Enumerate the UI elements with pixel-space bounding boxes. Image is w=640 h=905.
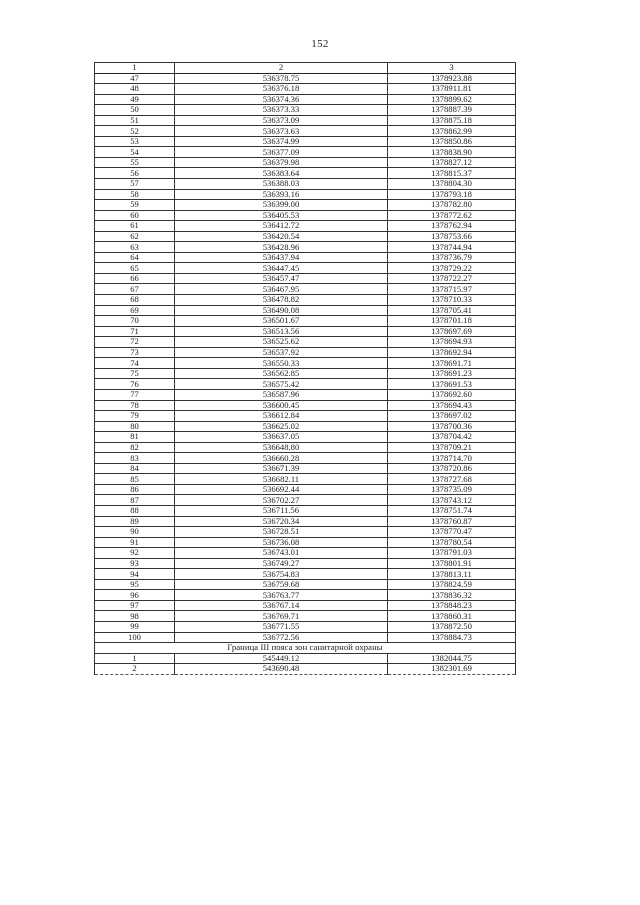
cell-y-coordinate: 1378700.36 <box>388 421 516 432</box>
cell-y-coordinate: 1378872.50 <box>388 621 516 632</box>
cell-x-coordinate: 536405.53 <box>175 210 388 221</box>
cell-point-number: 76 <box>95 379 175 390</box>
cell-point-number: 94 <box>95 569 175 580</box>
cell-point-number: 50 <box>95 105 175 116</box>
table-row <box>95 389 516 400</box>
cell-point-number: 77 <box>95 389 175 400</box>
cell-x-coordinate: 536373.09 <box>175 115 388 126</box>
table-row <box>95 516 516 527</box>
table-row <box>95 295 516 306</box>
section-title: Граница III пояса зон санитарной охраны <box>95 643 516 654</box>
cell-y-coordinate: 1378772.62 <box>388 210 516 221</box>
cell-y-coordinate: 1378899.62 <box>388 94 516 105</box>
cell-x-coordinate: 536550.33 <box>175 358 388 369</box>
cell-y-coordinate: 1378887.39 <box>388 105 516 116</box>
table-row <box>95 115 516 126</box>
cell-x-coordinate: 536720.34 <box>175 516 388 527</box>
cell-x-coordinate: 536660.28 <box>175 453 388 464</box>
table-row <box>95 474 516 485</box>
cell-y-coordinate: 1382044.75 <box>388 653 516 664</box>
table-row <box>95 653 516 664</box>
cell-y-coordinate: 1378813.11 <box>388 569 516 580</box>
table-row <box>95 484 516 495</box>
cell-point-number: 47 <box>95 73 175 84</box>
table-row <box>95 189 516 200</box>
cell-point-number: 83 <box>95 453 175 464</box>
cell-x-coordinate: 536373.63 <box>175 126 388 137</box>
table-row <box>95 252 516 263</box>
cell-point-number: 84 <box>95 463 175 474</box>
table-row <box>95 495 516 506</box>
cell-x-coordinate: 536374.36 <box>175 94 388 105</box>
table-row <box>95 94 516 105</box>
cell-y-coordinate: 1378704.42 <box>388 432 516 443</box>
cell-y-coordinate: 1378735.09 <box>388 484 516 495</box>
cell-x-coordinate: 536767.14 <box>175 600 388 611</box>
page-number: 152 <box>311 38 329 50</box>
cell-x-coordinate: 536457.47 <box>175 273 388 284</box>
cell-point-number: 1 <box>95 653 175 664</box>
cell-y-coordinate: 1378722.27 <box>388 273 516 284</box>
cell-y-coordinate: 1378691.23 <box>388 368 516 379</box>
cell-y-coordinate: 1378705.41 <box>388 305 516 316</box>
table-row <box>95 400 516 411</box>
cell-y-coordinate: 1378827.12 <box>388 157 516 168</box>
cell-x-coordinate: 536478.82 <box>175 295 388 306</box>
cell-x-coordinate: 536671.39 <box>175 463 388 474</box>
table-row <box>95 432 516 443</box>
cell-point-number: 61 <box>95 221 175 232</box>
cell-y-coordinate: 1378923.88 <box>388 73 516 84</box>
cell-x-coordinate: 536637.05 <box>175 432 388 443</box>
table-row <box>95 231 516 242</box>
table-row <box>95 368 516 379</box>
table-row <box>95 621 516 632</box>
table-row <box>95 347 516 358</box>
cell-y-coordinate: 1378760.87 <box>388 516 516 527</box>
cell-point-number: 97 <box>95 600 175 611</box>
cell-point-number: 100 <box>95 632 175 643</box>
table-row <box>95 157 516 168</box>
cell-y-coordinate: 1378697.02 <box>388 411 516 422</box>
cell-point-number: 90 <box>95 527 175 538</box>
cell-point-number: 80 <box>95 421 175 432</box>
cell-x-coordinate: 536575.42 <box>175 379 388 390</box>
cell-x-coordinate: 536648.80 <box>175 442 388 453</box>
cell-point-number: 57 <box>95 179 175 190</box>
cell-point-number: 67 <box>95 284 175 295</box>
cell-point-number: 60 <box>95 210 175 221</box>
cell-y-coordinate: 1378780.54 <box>388 537 516 548</box>
cell-y-coordinate: 1378720.86 <box>388 463 516 474</box>
cell-point-number: 56 <box>95 168 175 179</box>
cell-x-coordinate: 536562.85 <box>175 368 388 379</box>
cell-y-coordinate: 1378815.37 <box>388 168 516 179</box>
cell-x-coordinate: 536600.45 <box>175 400 388 411</box>
table-row <box>95 548 516 559</box>
section-row <box>95 643 516 654</box>
table-row <box>95 537 516 548</box>
cell-y-coordinate: 1378770.47 <box>388 527 516 538</box>
cell-y-coordinate: 1378715.97 <box>388 284 516 295</box>
cell-y-coordinate: 1378875.18 <box>388 115 516 126</box>
table-row <box>95 242 516 253</box>
cell-x-coordinate: 536763.77 <box>175 590 388 601</box>
table-row <box>95 147 516 158</box>
cell-point-number: 99 <box>95 621 175 632</box>
cell-point-number: 53 <box>95 136 175 147</box>
cell-x-coordinate: 536711.56 <box>175 505 388 516</box>
table-row <box>95 358 516 369</box>
cell-point-number: 68 <box>95 295 175 306</box>
cell-y-coordinate: 1378714.70 <box>388 453 516 464</box>
cell-point-number: 2 <box>95 664 175 675</box>
cell-x-coordinate: 536692.44 <box>175 484 388 495</box>
table-row <box>95 179 516 190</box>
cell-point-number: 85 <box>95 474 175 485</box>
cell-x-coordinate: 536399.00 <box>175 200 388 211</box>
cell-point-number: 51 <box>95 115 175 126</box>
cell-x-coordinate: 536771.55 <box>175 621 388 632</box>
cell-y-coordinate: 1378753.66 <box>388 231 516 242</box>
cell-y-coordinate: 1378692.60 <box>388 389 516 400</box>
cell-y-coordinate: 1378691.71 <box>388 358 516 369</box>
cell-x-coordinate: 536420.54 <box>175 231 388 242</box>
cell-point-number: 82 <box>95 442 175 453</box>
cell-point-number: 86 <box>95 484 175 495</box>
table-row <box>95 558 516 569</box>
cell-y-coordinate: 1378848.23 <box>388 600 516 611</box>
cell-point-number: 63 <box>95 242 175 253</box>
cell-x-coordinate: 536749.27 <box>175 558 388 569</box>
cell-point-number: 81 <box>95 432 175 443</box>
cell-y-coordinate: 1378727.68 <box>388 474 516 485</box>
cell-x-coordinate: 536379.98 <box>175 157 388 168</box>
cell-x-coordinate: 536772.56 <box>175 632 388 643</box>
cell-x-coordinate: 543690.48 <box>175 664 388 675</box>
cell-y-coordinate: 1378694.43 <box>388 400 516 411</box>
table-row <box>95 273 516 284</box>
cell-point-number: 91 <box>95 537 175 548</box>
cell-y-coordinate: 1378694.93 <box>388 337 516 348</box>
cell-y-coordinate: 1378701.18 <box>388 316 516 327</box>
cell-point-number: 54 <box>95 147 175 158</box>
cell-point-number: 96 <box>95 590 175 601</box>
cell-x-coordinate: 536728.51 <box>175 527 388 538</box>
cell-point-number: 66 <box>95 273 175 284</box>
cell-point-number: 65 <box>95 263 175 274</box>
cell-y-coordinate: 1378804.30 <box>388 179 516 190</box>
table-row <box>95 463 516 474</box>
cell-x-coordinate: 536412.72 <box>175 221 388 232</box>
table-row <box>95 200 516 211</box>
cell-x-coordinate: 536374.99 <box>175 136 388 147</box>
cell-y-coordinate: 1378744.94 <box>388 242 516 253</box>
cell-y-coordinate: 1378782.80 <box>388 200 516 211</box>
cell-point-number: 74 <box>95 358 175 369</box>
cell-point-number: 71 <box>95 326 175 337</box>
table-row <box>95 664 516 675</box>
table-row <box>95 221 516 232</box>
cell-y-coordinate: 1378862.99 <box>388 126 516 137</box>
table-row <box>95 442 516 453</box>
cell-point-number: 78 <box>95 400 175 411</box>
table-row <box>95 284 516 295</box>
table-row <box>95 453 516 464</box>
cell-y-coordinate: 1378850.86 <box>388 136 516 147</box>
cell-point-number: 92 <box>95 548 175 559</box>
cell-point-number: 93 <box>95 558 175 569</box>
table-row <box>95 73 516 84</box>
cell-point-number: 75 <box>95 368 175 379</box>
cell-x-coordinate: 536428.96 <box>175 242 388 253</box>
cell-x-coordinate: 536447.45 <box>175 263 388 274</box>
table-row <box>95 210 516 221</box>
table-row <box>95 632 516 643</box>
table-body <box>95 73 516 674</box>
cell-x-coordinate: 536377.09 <box>175 147 388 158</box>
table-row <box>95 421 516 432</box>
cell-x-coordinate: 536754.83 <box>175 569 388 580</box>
cell-y-coordinate: 1378697.69 <box>388 326 516 337</box>
cell-x-coordinate: 536501.67 <box>175 316 388 327</box>
table-row <box>95 379 516 390</box>
cell-point-number: 87 <box>95 495 175 506</box>
cell-point-number: 89 <box>95 516 175 527</box>
cell-point-number: 73 <box>95 347 175 358</box>
table-row <box>95 126 516 137</box>
cell-point-number: 88 <box>95 505 175 516</box>
table-row <box>95 168 516 179</box>
table-row <box>95 590 516 601</box>
cell-y-coordinate: 1378836.32 <box>388 590 516 601</box>
cell-x-coordinate: 536393.16 <box>175 189 388 200</box>
cell-y-coordinate: 1378710.33 <box>388 295 516 306</box>
table-row <box>95 305 516 316</box>
table-row <box>95 411 516 422</box>
table-row <box>95 337 516 348</box>
table-row <box>95 136 516 147</box>
cell-y-coordinate: 1378801.91 <box>388 558 516 569</box>
cell-x-coordinate: 536378.75 <box>175 73 388 84</box>
cell-y-coordinate: 1378791.03 <box>388 548 516 559</box>
table-header-row <box>95 63 516 74</box>
cell-y-coordinate: 1378762.94 <box>388 221 516 232</box>
cell-y-coordinate: 1382301.69 <box>388 664 516 675</box>
coordinates-table <box>94 62 516 675</box>
cell-y-coordinate: 1378884.73 <box>388 632 516 643</box>
cell-x-coordinate: 536437.94 <box>175 252 388 263</box>
cell-point-number: 95 <box>95 579 175 590</box>
table-row <box>95 263 516 274</box>
cell-y-coordinate: 1378751.74 <box>388 505 516 516</box>
cell-x-coordinate: 536759.68 <box>175 579 388 590</box>
cell-y-coordinate: 1378691.53 <box>388 379 516 390</box>
cell-x-coordinate: 536612.84 <box>175 411 388 422</box>
table-row <box>95 316 516 327</box>
cell-y-coordinate: 1378838.90 <box>388 147 516 158</box>
cell-x-coordinate: 536587.96 <box>175 389 388 400</box>
cell-y-coordinate: 1378911.81 <box>388 84 516 95</box>
cell-point-number: 55 <box>95 157 175 168</box>
cell-point-number: 72 <box>95 337 175 348</box>
cell-point-number: 52 <box>95 126 175 137</box>
cell-x-coordinate: 536383.64 <box>175 168 388 179</box>
cell-y-coordinate: 1378709.21 <box>388 442 516 453</box>
cell-y-coordinate: 1378860.31 <box>388 611 516 622</box>
table-row <box>95 105 516 116</box>
cell-x-coordinate: 536388.03 <box>175 179 388 190</box>
cell-x-coordinate: 545449.12 <box>175 653 388 664</box>
cell-x-coordinate: 536525.62 <box>175 337 388 348</box>
table-row <box>95 505 516 516</box>
cell-y-coordinate: 1378692.94 <box>388 347 516 358</box>
cell-point-number: 64 <box>95 252 175 263</box>
cell-x-coordinate: 536702.27 <box>175 495 388 506</box>
cell-x-coordinate: 536682.11 <box>175 474 388 485</box>
cell-x-coordinate: 536490.08 <box>175 305 388 316</box>
table-row <box>95 84 516 95</box>
cell-y-coordinate: 1378736.79 <box>388 252 516 263</box>
cell-point-number: 59 <box>95 200 175 211</box>
cell-point-number: 58 <box>95 189 175 200</box>
table-row <box>95 326 516 337</box>
table-row <box>95 611 516 622</box>
cell-point-number: 69 <box>95 305 175 316</box>
cell-point-number: 48 <box>95 84 175 95</box>
cell-point-number: 70 <box>95 316 175 327</box>
cell-point-number: 49 <box>95 94 175 105</box>
column-header-point: 1 <box>95 63 175 74</box>
cell-x-coordinate: 536743.01 <box>175 548 388 559</box>
cell-y-coordinate: 1378793.18 <box>388 189 516 200</box>
cell-y-coordinate: 1378824.59 <box>388 579 516 590</box>
table-row <box>95 579 516 590</box>
cell-point-number: 98 <box>95 611 175 622</box>
cell-point-number: 62 <box>95 231 175 242</box>
cell-x-coordinate: 536513.56 <box>175 326 388 337</box>
cell-x-coordinate: 536625.02 <box>175 421 388 432</box>
column-header-x: 2 <box>175 63 388 74</box>
table-row <box>95 600 516 611</box>
table-row <box>95 527 516 538</box>
cell-x-coordinate: 536736.08 <box>175 537 388 548</box>
column-header-y: 3 <box>388 63 516 74</box>
table-row <box>95 569 516 580</box>
cell-y-coordinate: 1378729.22 <box>388 263 516 274</box>
cell-x-coordinate: 536376.18 <box>175 84 388 95</box>
cell-x-coordinate: 536467.95 <box>175 284 388 295</box>
cell-x-coordinate: 536769.71 <box>175 611 388 622</box>
cell-x-coordinate: 536373.33 <box>175 105 388 116</box>
cell-y-coordinate: 1378743.12 <box>388 495 516 506</box>
cell-x-coordinate: 536537.92 <box>175 347 388 358</box>
cell-point-number: 79 <box>95 411 175 422</box>
